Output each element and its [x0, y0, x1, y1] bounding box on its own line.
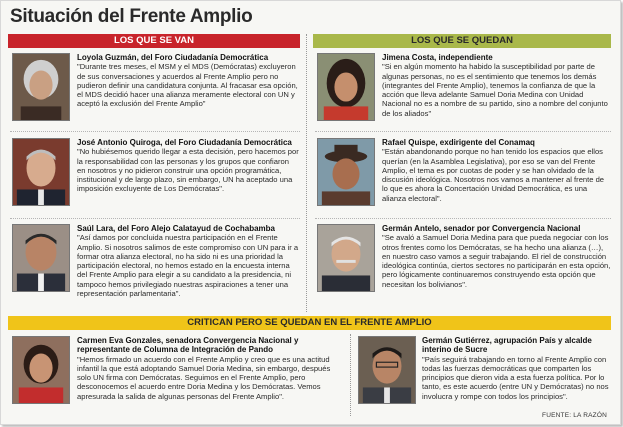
portrait-photo: [12, 138, 70, 206]
person-name: Carmen Eva Gonzales, senadora Convergencia Nacional y representante de Columna de Integración de Pando: [77, 336, 299, 355]
person-name: Rafael Quispe, exdirigente del Conamaq: [382, 138, 535, 147]
header-critican-pero-se-quedan: CRITICAN PERO SE QUEDAN EN EL FRENTE AMPLIO: [8, 316, 611, 330]
person-name: José Antonio Quiroga, del Foro Ciudadanía Democrática: [77, 138, 292, 147]
column-divider: [306, 34, 307, 312]
quote-text: "Durante tres meses, el MSM y el MDS (Demócratas) excluyeron de sus conversaciones y acuerdos al Frente Amplio pero no pudieron definir una candidatura conjunta. Al fracasar esa opción, el MDS decidió hacer una alianza meramente electoral con UN y aceptó la exclusión del Frente Amplio": [77, 62, 298, 109]
row-divider: [10, 131, 300, 132]
page-title: Situación del Frente Amplio: [10, 6, 253, 27]
row-divider: [10, 218, 300, 219]
portrait-photo: [358, 336, 416, 404]
quote-text: "País seguirá trabajando en torno al Frente Amplio con todas las fuerzas democráticas que comparten los principios que dieron vida a esta fuerza política. Por lo tanto, es este acuerdo (entre UN y Demócratas) no nos involucra y rompe con todos los principios".: [422, 354, 609, 401]
portrait-photo: [317, 138, 375, 206]
row-divider: [315, 218, 611, 219]
header-los-que-se-van: LOS QUE SE VAN: [8, 34, 300, 48]
quote-text: "Están abandonando porque no han tenido los espacios que ellos querían (en la Asamblea Legislativa), por eso se van del Frente Amplio, el tema es por cuotas de poder y se han olvidado de la discusión ideológica. Nosotros nos vamos a mantener al frente de lo que es ahora la Concertación Unidad Democrática, es una alianza electoral".: [382, 147, 605, 203]
column-divider: [350, 334, 351, 416]
person-name: Germán Antelo, senador por Convergencia Nacional: [382, 224, 581, 233]
portrait-photo: [317, 53, 375, 121]
portrait-photo: [12, 336, 70, 404]
person-name: Saúl Lara, del Foro Alejo Calatayud de Cochabamba: [77, 224, 275, 233]
quote-text: "Hemos firmado un acuerdo con el Frente Amplio y creo que es una actitud infantil la que está adoptando Samuel Doria Medina, sin embargo, después solo UN firma con Demócratas. Seguimos en el Frente Amplio, pero desconocemos el acuerdo entre Doria Medina y los Demócratas. Vemos apresurada la salida de algunas personas del Frente Amplio".: [77, 354, 331, 401]
quote-text: "Se avaló a Samuel Doria Medina para que pueda negociar con los otros frentes como los Demócratas, se ha hecho una alianza (…), en nuestro caso vamos a seguir trabajando. El riel de construcción ideológica continúa, ciertos sectores no participarán en esta opción, pero lógicamente continuaremos construyendo esta opción que necesitan los bolivianos".: [382, 233, 611, 289]
quote-text: "Así damos por concluida nuestra participación en el Frente Amplio. Si nosotros salimos de este compromiso con UN para ir a formar otra alianza electoral, no ha sido ni es una prioridad la participación electoral, no hemos estado en la encuesta interna del Frente Amplio para elegir a su candidato a la presidencia, ni tampoco hemos privilegiado nuestras aspiraciones a tener una representación parlamentaria".: [77, 233, 299, 299]
person-name: Jimena Costa, independiente: [382, 53, 493, 62]
quote-text: "Si en algún momento ha habido la susceptibilidad por parte de algunas personas, no es el sentimiento que tenemos los demás (integrantes del Frente Amplio), tenemos la confianza de que la acción que lleva adelante Samuel Doria Medina con Unidad Nacional no es a nombre de su partido, sino a nombre del conjunto de los aliados": [382, 62, 608, 118]
row-divider: [315, 131, 611, 132]
header-los-que-se-quedan: LOS QUE SE QUEDAN: [313, 34, 611, 48]
quote-text: "No hubiésemos querido llegar a esta decisión, pero hacemos por la responsabilidad con las personas y los grupos que confiaron en nosotros y no pidieron construir una opción programática, institucional y de largo plazo, sin embargo, UN ha aceptado una imposición excluyente de Los Demócratas".: [77, 147, 299, 194]
person-name: Germán Gutiérrez, agrupación País y alcalde interino de Sucre: [422, 336, 592, 355]
person-name: Loyola Guzmán, del Foro Ciudadanía Democrática: [77, 53, 269, 62]
portrait-photo: [12, 53, 70, 121]
portrait-photo: [12, 224, 70, 292]
portrait-photo: [317, 224, 375, 292]
source-credit: FUENTE: LA RAZÓN: [542, 412, 607, 419]
